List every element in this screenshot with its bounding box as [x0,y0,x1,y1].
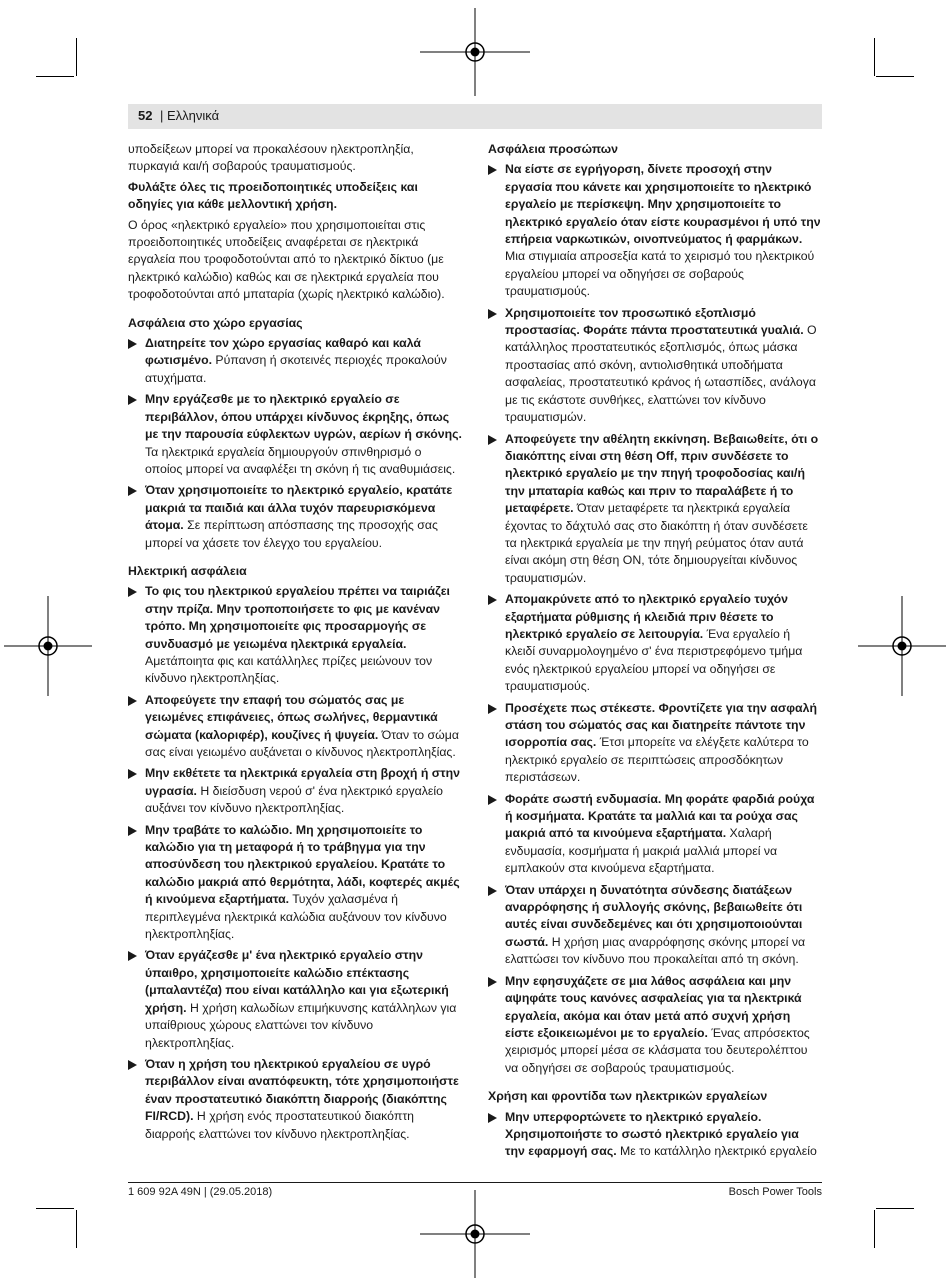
list-item-bold: Όταν η χρήση του ηλεκτρικού εργαλείου σε υγρό περιβάλλον είναι αναπόφευκτη, τότε χρησιμοποιήστε έναν προστατευτικό διακόπτη διαρροής (διακόπτης FI/RCD). [145,1056,459,1124]
list-item-text: Έτσι μπορείτε να ελέγξετε καλύτερα το ηλεκτρικό εργαλείο σε περιπτώσεις απροσδόκητων περιστάσεων. [505,735,809,785]
section-heading-use-care: Χρήση και φροντίδα των ηλεκτρικών εργαλείων [488,1089,768,1104]
left-column [128,141,462,1147]
section-heading-personal: Ασφάλεια προσώπων [488,142,619,156]
arrow-bullet-icon [488,977,497,987]
arrow-bullet-icon [488,1113,497,1123]
list-item-text: Ένας απρόσεκτος χειρισμός μπορεί μέσα σε κλάσματα του δευτερολέπτου να οδηγήσει σε σοβαρούς τραυματισμούς. [505,1025,810,1075]
right-column [488,141,822,1165]
arrow-bullet-icon [488,795,497,805]
use-care-list [488,1109,822,1161]
list-item-text: Τα ηλεκτρικά εργαλεία δημιουργούν σπινθηρισμό ο οποίος μπορεί να αναφλέξει τη σκόνη ή τις αναθυμιάσεις. [145,444,456,476]
footer-doc-info: 1 609 92A 49N | (29.05.2018) [128,1186,273,1198]
list-item-bold: Μην τραβάτε το καλώδιο. Μη χρησιμοποιείτε το καλώδιο για τη μεταφορά ή το τράβηγμα για την αποσύνδεση του ηλεκτρικού εργαλείου. Κρατάτε το καλώδιο μακριά από θερμότητα, λάδι, κοφτερές ακμές ή κινούμενα εξαρτήματα. [145,822,460,907]
list-item-bold: Απομακρύνετε από το ηλεκτρικό εργαλείο τυχόν εξαρτήματα ρύθμισης ή κλειδιά πριν θέσετε το ηλεκτρικό εργαλείο σε λειτουργία. [505,592,788,641]
crop-mark [36,1208,74,1209]
list-item-bold: Όταν χρησιμοποιείτε το ηλεκτρικό εργαλείο, κρατάτε μακριά τα παιδιά και άλλα τυχόν παρευρισκόμενα άτομα. [145,483,453,533]
list-item-text: Όταν μεταφέρετε τα ηλεκτρικά εργαλεία έχοντας το δάχτυλό σας στο διακόπτη ή όταν συνδέσετε τα ηλεκτρικά εργαλεία με την πηγή ρεύματος όταν αυτά είναι ακόμη στη θέση ON, τότε δημιουργείται κίνδυνος τραυματισμών. [505,501,808,585]
registration-mark-top [420,8,530,96]
list-item [488,1109,822,1161]
list-item [128,1056,462,1143]
arrow-bullet-icon [488,704,497,714]
list-item-text: Η χρήση μιας αναρρόφησης σκόνης μπορεί να ελαττώσει τον κίνδυνο που προκαλείται από τη σκόνη. [505,934,806,967]
list-item-bold: Όταν υπάρχει η δυνατότητα σύνδεσης διατάξεων αναρρόφησης ή συλλογής σκόνης, βεβαιωθείτε ότι αυτές είναι συνδεδεμένες και ότι χρησιμοποιούνται σωστά. [505,882,803,949]
arrow-bullet-icon [128,486,137,496]
list-item [488,882,822,969]
list-item-bold: Το φις του ηλεκτρικού εργαλείου πρέπει να ταιριάζει στην πρίζα. Μην τροποποιήσετε το φις με κανέναν τρόπο. Μη χρησιμοποιείτε φις προσαρμογής σε συνδυασμό με γειωμένα ηλεκτρικά εργαλεία. [145,584,450,651]
intro-text: υποδείξεων μπορεί να προκαλέσουν ηλεκτροπληξία, πυρκαγιά και/ή σοβαρούς τραυματισμούς. [128,142,414,174]
list-item-bold: Αποφεύγετε την επαφή του σώματός σας με γειωμένες επιφάνειες, όπως σωλήνες, θερμαντικά σώματα (καλοριφέρ), κουζίνες ή ψυγεία. [145,692,438,742]
arrow-bullet-icon [488,435,497,445]
registration-mark-bottom [420,1190,530,1278]
list-item-text: Η χρήση ενός προστατευτικού διακόπτη διαρροής ελαττώνει τον κίνδυνο ηλεκτροπληξίας. [145,1109,415,1141]
list-item [128,583,462,687]
list-item-bold: Μην υπερφορτώνετε το ηλεκτρικό εργαλείο. Χρησιμοποιήστε το σωστό ηλεκτρικό εργαλείο για την εφαρμογή σας. [505,1109,799,1159]
section-heading-work-area: Ασφάλεια στο χώρο εργασίας [128,315,303,330]
list-item-bold: Μην εργάζεσθε με το ηλεκτρικό εργαλείο σε περιβάλλον, όπου υπάρχει κίνδυνος έκρηξης, όπως με την παρουσία εύφλεκτων υγρών, αερίων ή σκόνης. [145,392,462,442]
list-item-bold: Μην εκθέτετε τα ηλεκτρικά εργαλεία στη βροχή ή στην υγρασία. [145,766,460,798]
page-header [128,104,822,129]
list-item-bold: Διατηρείτε τον χώρο εργασίας καθαρό και καλά φωτισμένο. [145,336,421,368]
list-item-bold: Να είστε σε εγρήγορση, δίνετε προσοχή στην εργασία που κάνετε και χρησιμοποιείτε το ηλεκτρικό εργαλείο με περίσκεψη. Μην χρησιμοποιείτε το ηλεκτρικό εργαλείο όταν είστε κουρασμένοι ή υπό την επήρεια ναρκωτικών, οινοπνεύματος ή φαρμάκων. [505,162,821,247]
arrow-bullet-icon [488,595,497,605]
crop-mark [76,38,77,76]
list-item-text: Με το κατάλληλο ηλεκτρικό εργαλείο [616,1144,817,1159]
list-item-text: Ο κατάλληλος προστατευτικός εξοπλισμός, όπως μάσκα προστασίας από σκόνη, αντιολισθητικά υποδήματα ασφαλείας, προστατευτικό κράνος ή ωτασπίδες, ανάλογα με τις εκάστοτε συνθήκες, ελαττώνει τον κίνδυνο τραυματισμών. [505,323,817,425]
arrow-bullet-icon [128,826,137,836]
list-item-text: Η διείσδυση νερού σ' ένα ηλεκτρικό εργαλείο αυξάνει τον κίνδυνο ηλεκτροπληξίας. [145,783,443,816]
registration-mark-left [4,596,92,696]
list-item-text: Αμετάποιητα φις και κατάλληλες πρίζες μειώνουν τον κίνδυνο ηλεκτροπληξίας. [145,653,433,686]
list-item [488,591,822,695]
list-item [128,335,462,387]
list-item-bold: Μην εφησυχάζετε σε μια λάθος ασφάλεια και μην αψηφάτε τους κανόνες ασφαλείας για τα ηλεκτρικά εργαλεία, ακόμα και όταν μετά από συχνή χρήση είστε εξοικειωμένοι με το εργαλείο. [505,973,802,1040]
work-area-list [128,335,462,552]
list-item [128,391,462,478]
arrow-bullet-icon [128,769,137,779]
personal-list [488,161,822,1077]
crop-mark [876,1208,914,1209]
arrow-bullet-icon [128,587,137,597]
list-item [488,791,822,878]
list-item-text: Ένα εργαλείο ή κλειδί συναρμολογημένο σ' ένα περιστρεφόμενο τμήμα ενός ηλεκτρικού εργαλείου μπορεί να οδηγήσει σε τραυματισμούς. [505,626,803,694]
crop-mark [76,1210,77,1248]
definition-text: Ο όρος «ηλεκτρικό εργαλείο» που χρησιμοποιείται στις προειδοποιητικές υποδείξεις αναφέρεται σε ηλεκτρικά εργαλεία που τροφοδοτούνται από το ηλεκτρικό δίκτυο (με ηλεκτρικό καλώδιο) καθώς και σε ηλεκτρικά εργαλεία που τροφοδοτούνται από μπαταρία (χωρίς ηλεκτρικό καλώδιο). [128,217,445,302]
arrow-bullet-icon [488,165,497,175]
crop-mark [874,38,875,76]
list-item-text: Τυχόν χαλασμένα ή περιπλεγμένα ηλεκτρικά καλώδια αυξάνουν τον κίνδυνο ηλεκτροπληξίας. [145,892,447,942]
list-item-text: Ρύπανση ή σκοτεινές περιοχές προκαλούν ατυχήματα. [145,353,447,385]
list-item [488,431,822,588]
crop-mark [874,1210,875,1248]
arrow-bullet-icon [488,886,497,896]
arrow-bullet-icon [128,951,137,961]
list-item-text: Όταν το σώμα σας είναι γειωμένο αυξάνεται ο κίνδυνος ηλεκτροπληξίας. [145,727,459,759]
arrow-bullet-icon [128,1060,137,1070]
list-item-text: Η χρήση καλωδίων επιμήκυνσης κατάλληλων για υπαίθριους χώρους ελαττώνει τον κίνδυνο ηλεκτροπληξίας. [145,1000,457,1050]
footer-brand: Bosch Power Tools [728,1186,822,1198]
footer-rule [128,1182,822,1183]
list-item-text: Σε περίπτωση απόσπασης της προσοχής σας μπορεί να χάσετε τον έλεγχο του εργαλείου. [145,518,438,550]
list-item [128,822,462,944]
registration-mark-right [858,596,946,696]
language-label: | Ελληνικά [160,108,220,123]
section-heading-electrical: Ηλεκτρική ασφάλεια [128,563,247,578]
list-item [488,973,822,1077]
arrow-bullet-icon [488,309,497,319]
list-item [488,305,822,427]
arrow-bullet-icon [128,339,137,349]
crop-mark [36,76,74,77]
list-item-bold: Όταν εργάζεσθε μ' ένα ηλεκτρικό εργαλείο στην ύπαιθρο, χρησιμοποιείτε καλώδιο επέκτασης (μπαλαντέζα) που είναι κατάλληλο και για εξωτερική χρήση. [145,948,449,1015]
list-item-bold: Χρησιμοποιείτε τον προσωπικό εξοπλισμό προστασίας. Φοράτε πάντα προστατευτικά γυαλιά. [505,305,804,338]
arrow-bullet-icon [128,696,137,706]
save-notice: Φυλάξτε όλες τις προειδοποιητικές υποδείξεις και οδηγίες για κάθε μελλοντική χρήση. [128,179,418,212]
crop-mark [876,76,914,77]
arrow-bullet-icon [128,395,137,405]
list-item [128,482,462,552]
electrical-list [128,583,462,1143]
list-item-bold: Φοράτε σωστή ενδυμασία. Μη φοράτε φαρδιά ρούχα ή κοσμήματα. Κρατάτε τα μαλλιά και τα ρούχα σας μακριά από τα κινούμενα εξαρτήματα. [505,791,815,841]
language-name: Ελληνικά [167,108,220,123]
list-item [128,765,462,817]
page-number: 52 [138,108,153,123]
list-item [128,692,462,762]
list-item [488,161,822,300]
list-item-bold: Προσέχετε πως στέκεστε. Φροντίζετε για την ασφαλή στάση του σώματός σας και διατηρείτε πάντοτε την ισορροπία σας. [505,700,817,750]
list-item-text: Χαλαρή ενδυμασία, κοσμήματα ή μακριά μαλλιά μπορεί να εμπλακούν στα κινούμενα εξαρτήματα. [505,826,778,876]
list-item-text: Μια στιγμιαία απροσεξία κατά το χειρισμό του ηλεκτρικού εργαλείου μπορεί να οδηγήσει σε σοβαρούς τραυματισμούς. [505,249,815,299]
list-item [128,947,462,1051]
list-item-bold: Αποφεύγετε την αθέλητη εκκίνηση. Βεβαιωθείτε, ότι ο διακόπτης είναι στη θέση Off, πριν συνδέσετε το ηλεκτρικό εργαλείο με την πηγή τροφοδοσίας και/ή την μπαταρία καθώς και πριν το παραλάβετε ή το μεταφέρετε. [505,431,819,516]
list-item [488,700,822,787]
